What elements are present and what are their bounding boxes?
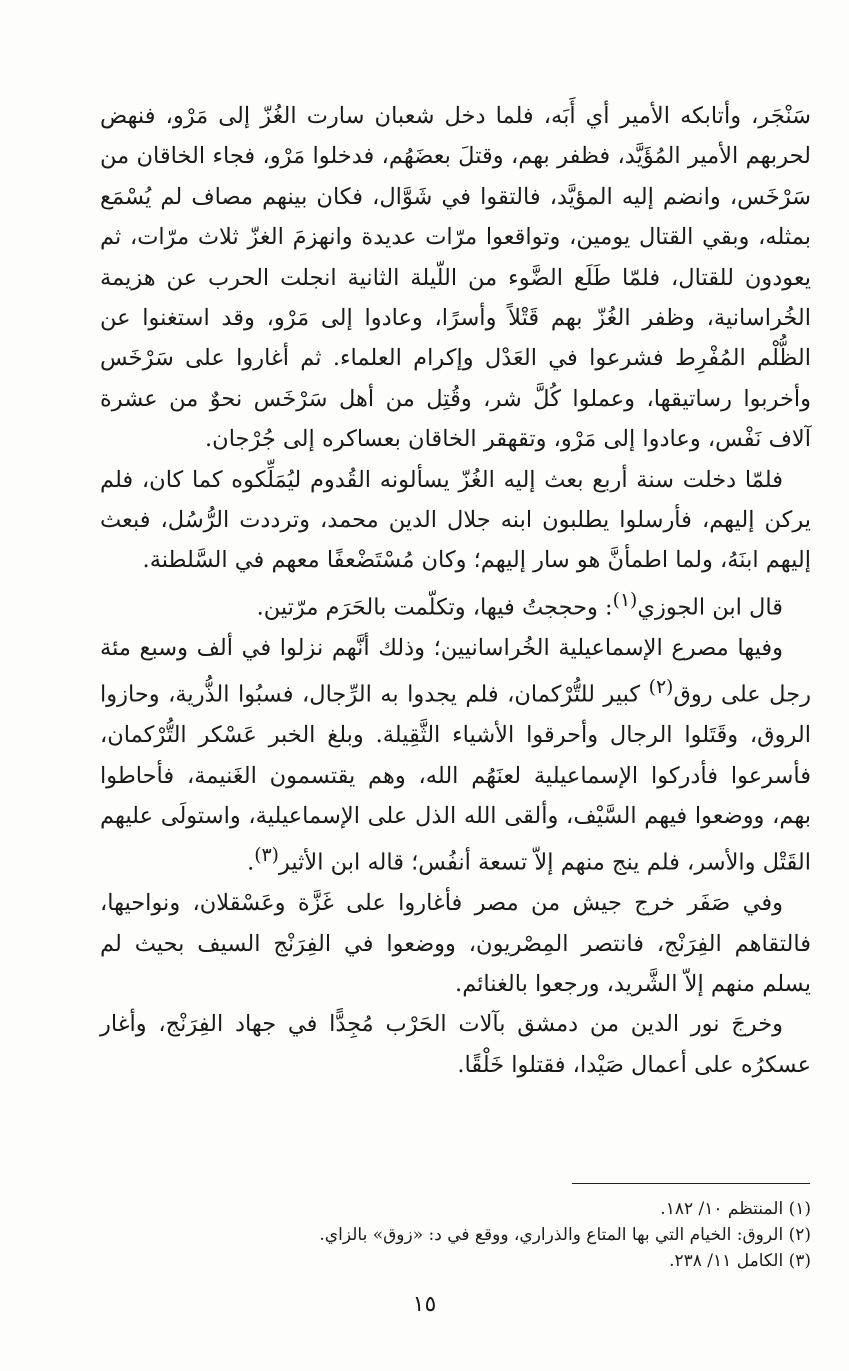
footnotes: [100, 1196, 811, 1274]
quote-suffix: : وحججتُ فيها، وتكلّمت بالحَرَم مرّتين.: [256, 594, 613, 621]
quote-prefix: قال ابن الجوزي: [637, 594, 783, 621]
footnote-1: (١) المنتظم ١٠/ ١٨٢.: [660, 1199, 811, 1219]
footnote-ref-2: (٢): [648, 677, 674, 699]
footnote-3: (٣) الكامل ١١/ ٢٣٨.: [669, 1251, 811, 1271]
ismaili-text-part1: وفيها مصرع الإسماعيلية الخُراسانيين؛ وذلك أنَّهم نزلوا في ألف وسبع مئة رجل على روق: [100, 634, 811, 708]
page-number: ١٥: [412, 1292, 437, 1317]
footnote-separator: [572, 1183, 810, 1184]
paragraph-safar-campaign: وفي صَفَر خرج جيش من مصر فأغاروا على غَزَّة وعَسْقلان، ونواحيها، فالتقاهم الفِرَنْج، فانتصر المِصْريون، ووضعوا في الفِرَنْج السيف بحيث لم يسلم منهم إلاّ الشَّريد، ورجعوا بالغنائم.: [100, 890, 811, 998]
main-text: [100, 96, 811, 1085]
footnote-ref-1: (١): [612, 589, 638, 611]
paragraph-nur-al-din: وخرجَ نور الدين من دمشق بآلات الحَرْب مُجِدًّا في جهاد الفِرَنْج، وأغار عسكرُه على أعمال صَيْدا، فقتلوا خَلْقًا.: [100, 1011, 811, 1078]
ismaili-text-end: .: [247, 849, 255, 876]
ismaili-text-part2: كبير للتُّرْكمان، فلم يجدوا به الرِّجال، فسبُوا الذُّرية، وحازوا الروق، وقَتَلوا الرجال وأحرقوا الأشياء الثَّقِيلة. وبلغ الخبر عَسْكر التُّرْكمان، فأسرعوا فأدركوا الإسماعيلية لعنَهُم الله، وهم يقتسمون الغَنيمة، فأحاطوا بهم، ووضعوا فيهم السَّيْف، وألقى الله الذل على الإسماعيلية، واستولَى عليهم القَتْل والأسر، فلم ينج منهم إلاّ تسعة أنفُس؛ قاله ابن الأثير: [100, 681, 811, 876]
footnote-2: (٢) الروق: الخيام التي بها المتاع والذراري، ووقع في د: «زوق» بالزاي.: [319, 1225, 811, 1245]
paragraph-year-four: فلمّا دخلت سنة أربع بعث إليه الغُزّ يسألونه القُدوم ليُمَلِّكوه كما كان، فلم يركن إليهم، فأرسلوا يطلبون ابنه جلال الدين محمد، وترددت الرُّسُل، فبعث إليهم ابنَهُ، ولما اطمأنَّ هو سار إليهم؛ وكان مُسْتَضْعفًا معهم في السَّلطنة.: [100, 466, 811, 574]
paragraph-ibn-jawzi-quote: [100, 581, 811, 628]
paragraph-ghuzz-merv: سَنْجَر، وأتابكه الأمير أي أَبَه، فلما دخل شعبان سارت الغُزّ إلى مَرْو، فنهض لحربهم الأمير المُؤَيَّد، فظفر بهم، وقتلَ بعضَهُم، فدخلوا مَرْو، فجاء الخاقان من سَرْخَس، وانضم إليه المؤيَّد، فالتقوا في شَوَّال، فكان بينهم مصاف لم يُسْمَع بمثله، وبقي القتال يومين، وتواقعوا مرّات عديدة وانهزمَ الغزّ ثلاث مرّات، ثم يعودون للقتال، فلمّا طَلَع الضَّوء من اللّيلة الثانية انجلت الحرب عن هزيمة الخُراسانية، وظفر الغُزّ بهم قَتْلاً وأسرًا، وعادوا إلى مَرْو، وقد استغنوا عن الظُّلْم المُفْرِط فشرعوا في العَدْل وإكرام العلماء. ثم أغاروا على سَرْخَس وأخربوا رساتيقها، وعملوا كُلَّ شر، وقُتِل من أهل سَرْخَس نحوٌ من عشرة آلاف نَفْس، وعادوا إلى مَرْو، وتقهقر الخاقان بعساكره إلى جُرْجان.: [100, 103, 811, 453]
footnote-ref-3: (٣): [254, 845, 279, 867]
paragraph-ismaili-defeat: [100, 628, 811, 883]
